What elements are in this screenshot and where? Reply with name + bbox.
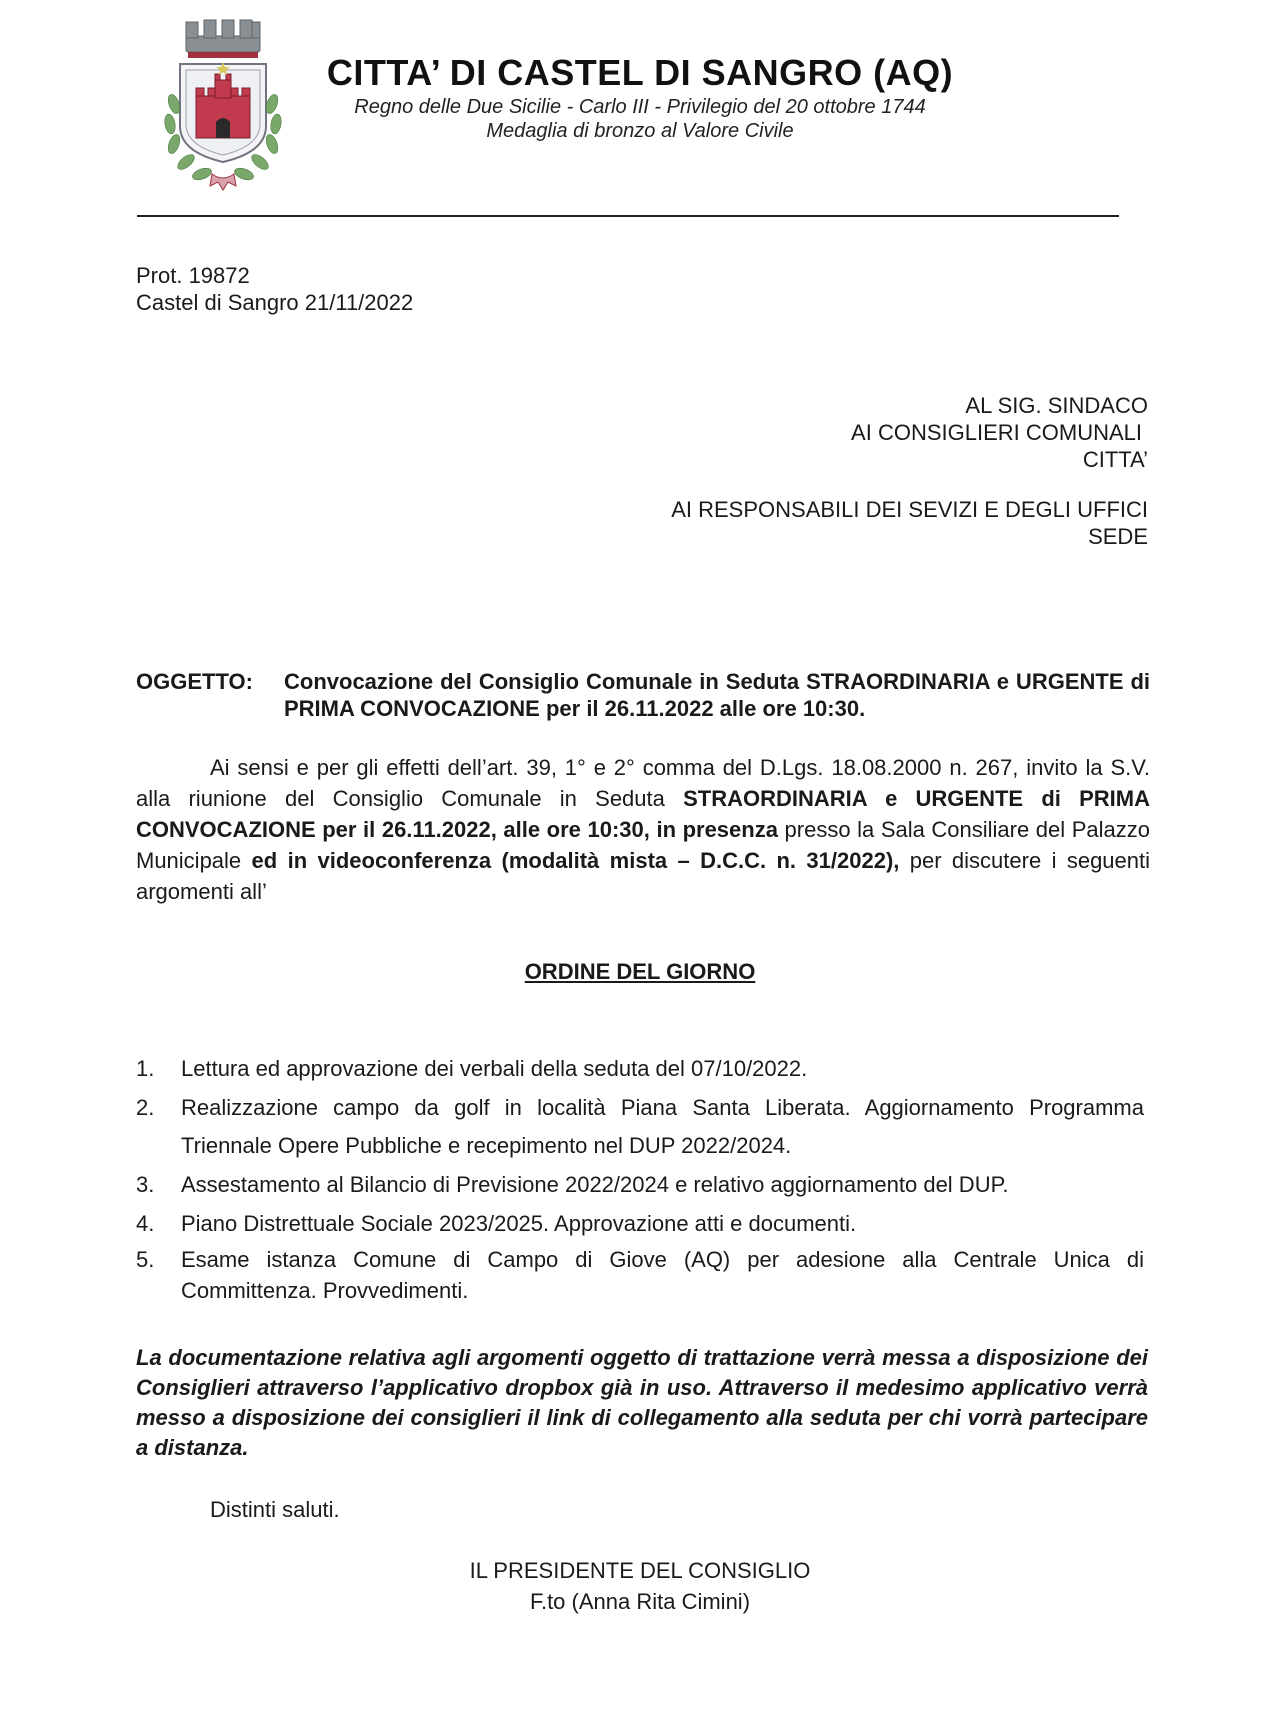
body-text-end: per discutere i seguenti argomenti all’ xyxy=(136,848,1151,904)
recipient-line: AI RESPONSABILI DEI SEVIZI E DEGLI UFFICI xyxy=(671,497,1148,522)
agenda-item xyxy=(136,1050,1144,1088)
body-bold-presence: in presenza xyxy=(656,817,778,842)
subject-label: OGGETTO: xyxy=(136,669,253,694)
closing-greeting: Distinti saluti. xyxy=(210,1497,340,1522)
signer-role: IL PRESIDENTE DEL CONSIGLIO xyxy=(469,1558,811,1583)
agenda-heading: ORDINE DEL GIORNO xyxy=(524,959,756,984)
agenda-item-text: Esame istanza Comune di Campo di Giove (AQ) per adesione alla Centrale Unica di Committenza. Provvedimenti. xyxy=(181,1247,1144,1303)
agenda-item-number: 4. xyxy=(136,1211,155,1236)
body-bold-convocation: STRAORDINARIA e URGENTE di PRIMA CONVOCAZIONE per il 26.11.2022, alle ore 10:30, xyxy=(136,786,1150,842)
subject-block xyxy=(136,668,1150,722)
agenda-list xyxy=(136,1050,1144,1307)
agenda-item-number: 3. xyxy=(136,1172,155,1197)
recipients-group-1 xyxy=(851,392,1148,473)
recipients-group-2 xyxy=(671,496,1148,550)
recipient-line: SEDE xyxy=(1088,524,1148,549)
agenda-item-number: 5. xyxy=(136,1247,155,1272)
agenda-item xyxy=(136,1244,1144,1306)
agenda-item xyxy=(136,1166,1144,1204)
page-title: CITTA’ DI CASTEL DI SANGRO (AQ) xyxy=(326,52,954,93)
municipal-crest-icon xyxy=(152,14,294,194)
signature-block xyxy=(0,1555,1280,1617)
agenda-item-text: Assestamento al Bilancio di Previsione 2022/2024 e relativo aggiornamento del DUP. xyxy=(181,1172,1009,1197)
body-text: Ai sensi e per gli effetti dell’art. 39, 1° e 2° comma del D.Lgs. 18.08.2000 n. 267, invito la S.V. alla riunione del Consiglio Comunale in Seduta xyxy=(136,755,1150,811)
signer-name: F.to (Anna Rita Cimini) xyxy=(529,1589,751,1614)
subject-text: Convocazione del Consiglio Comunale in Seduta STRAORDINARIA e URGENTE di PRIMA CONVOCAZIONE per il 26.11.2022 alle ore 10:30. xyxy=(284,669,1150,721)
body-bold-video: ed in videoconferenza (modalità mista – D.C.C. n. 31/2022), xyxy=(251,848,900,873)
agenda-item xyxy=(136,1089,1144,1165)
recipient-line: CITTA’ xyxy=(1082,447,1148,472)
agenda-item-text: Lettura ed approvazione dei verbali della seduta del 07/10/2022. xyxy=(181,1056,808,1081)
subtitle-line-1: Regno delle Due Sicilie - Carlo III - Privilegio del 20 ottobre 1744 xyxy=(354,96,926,118)
body-text-venue: presso la Sala Consiliare del Palazzo Municipale xyxy=(136,817,1150,873)
header-divider xyxy=(137,215,1119,217)
agenda-item-text: Realizzazione campo da golf in località Piana Santa Liberata. Aggiornamento Programma Triennale Opere Pubbliche e recepimento nel DUP 2022/2024. xyxy=(181,1095,1144,1158)
body-paragraph xyxy=(136,752,1150,907)
recipient-line: AI CONSIGLIERI COMUNALI xyxy=(851,420,1142,445)
protocol-number: Prot. 19872 xyxy=(136,263,250,288)
agenda-item-number: 1. xyxy=(136,1056,155,1081)
protocol-block xyxy=(136,262,413,316)
agenda-item xyxy=(136,1205,1144,1243)
subtitle-line-2: Medaglia di bronzo al Valore Civile xyxy=(486,120,794,142)
place-date: Castel di Sangro 21/11/2022 xyxy=(136,290,414,315)
recipient-line: AL SIG. SINDACO xyxy=(965,393,1148,418)
agenda-item-number: 2. xyxy=(136,1095,155,1120)
documentation-note: La documentazione relativa agli argomenti oggetto di trattazione verrà messa a disposizione dei Consiglieri attraverso l’applicativo dropbox già in uso. Attraverso il medesimo applicativo verrà messo a disposizione dei consiglieri il link di collegamento alla seduta per chi vorrà partecipare a distanza. xyxy=(136,1345,1148,1460)
agenda-item-text: Piano Distrettuale Sociale 2023/2025. Approvazione atti e documenti. xyxy=(181,1211,857,1236)
